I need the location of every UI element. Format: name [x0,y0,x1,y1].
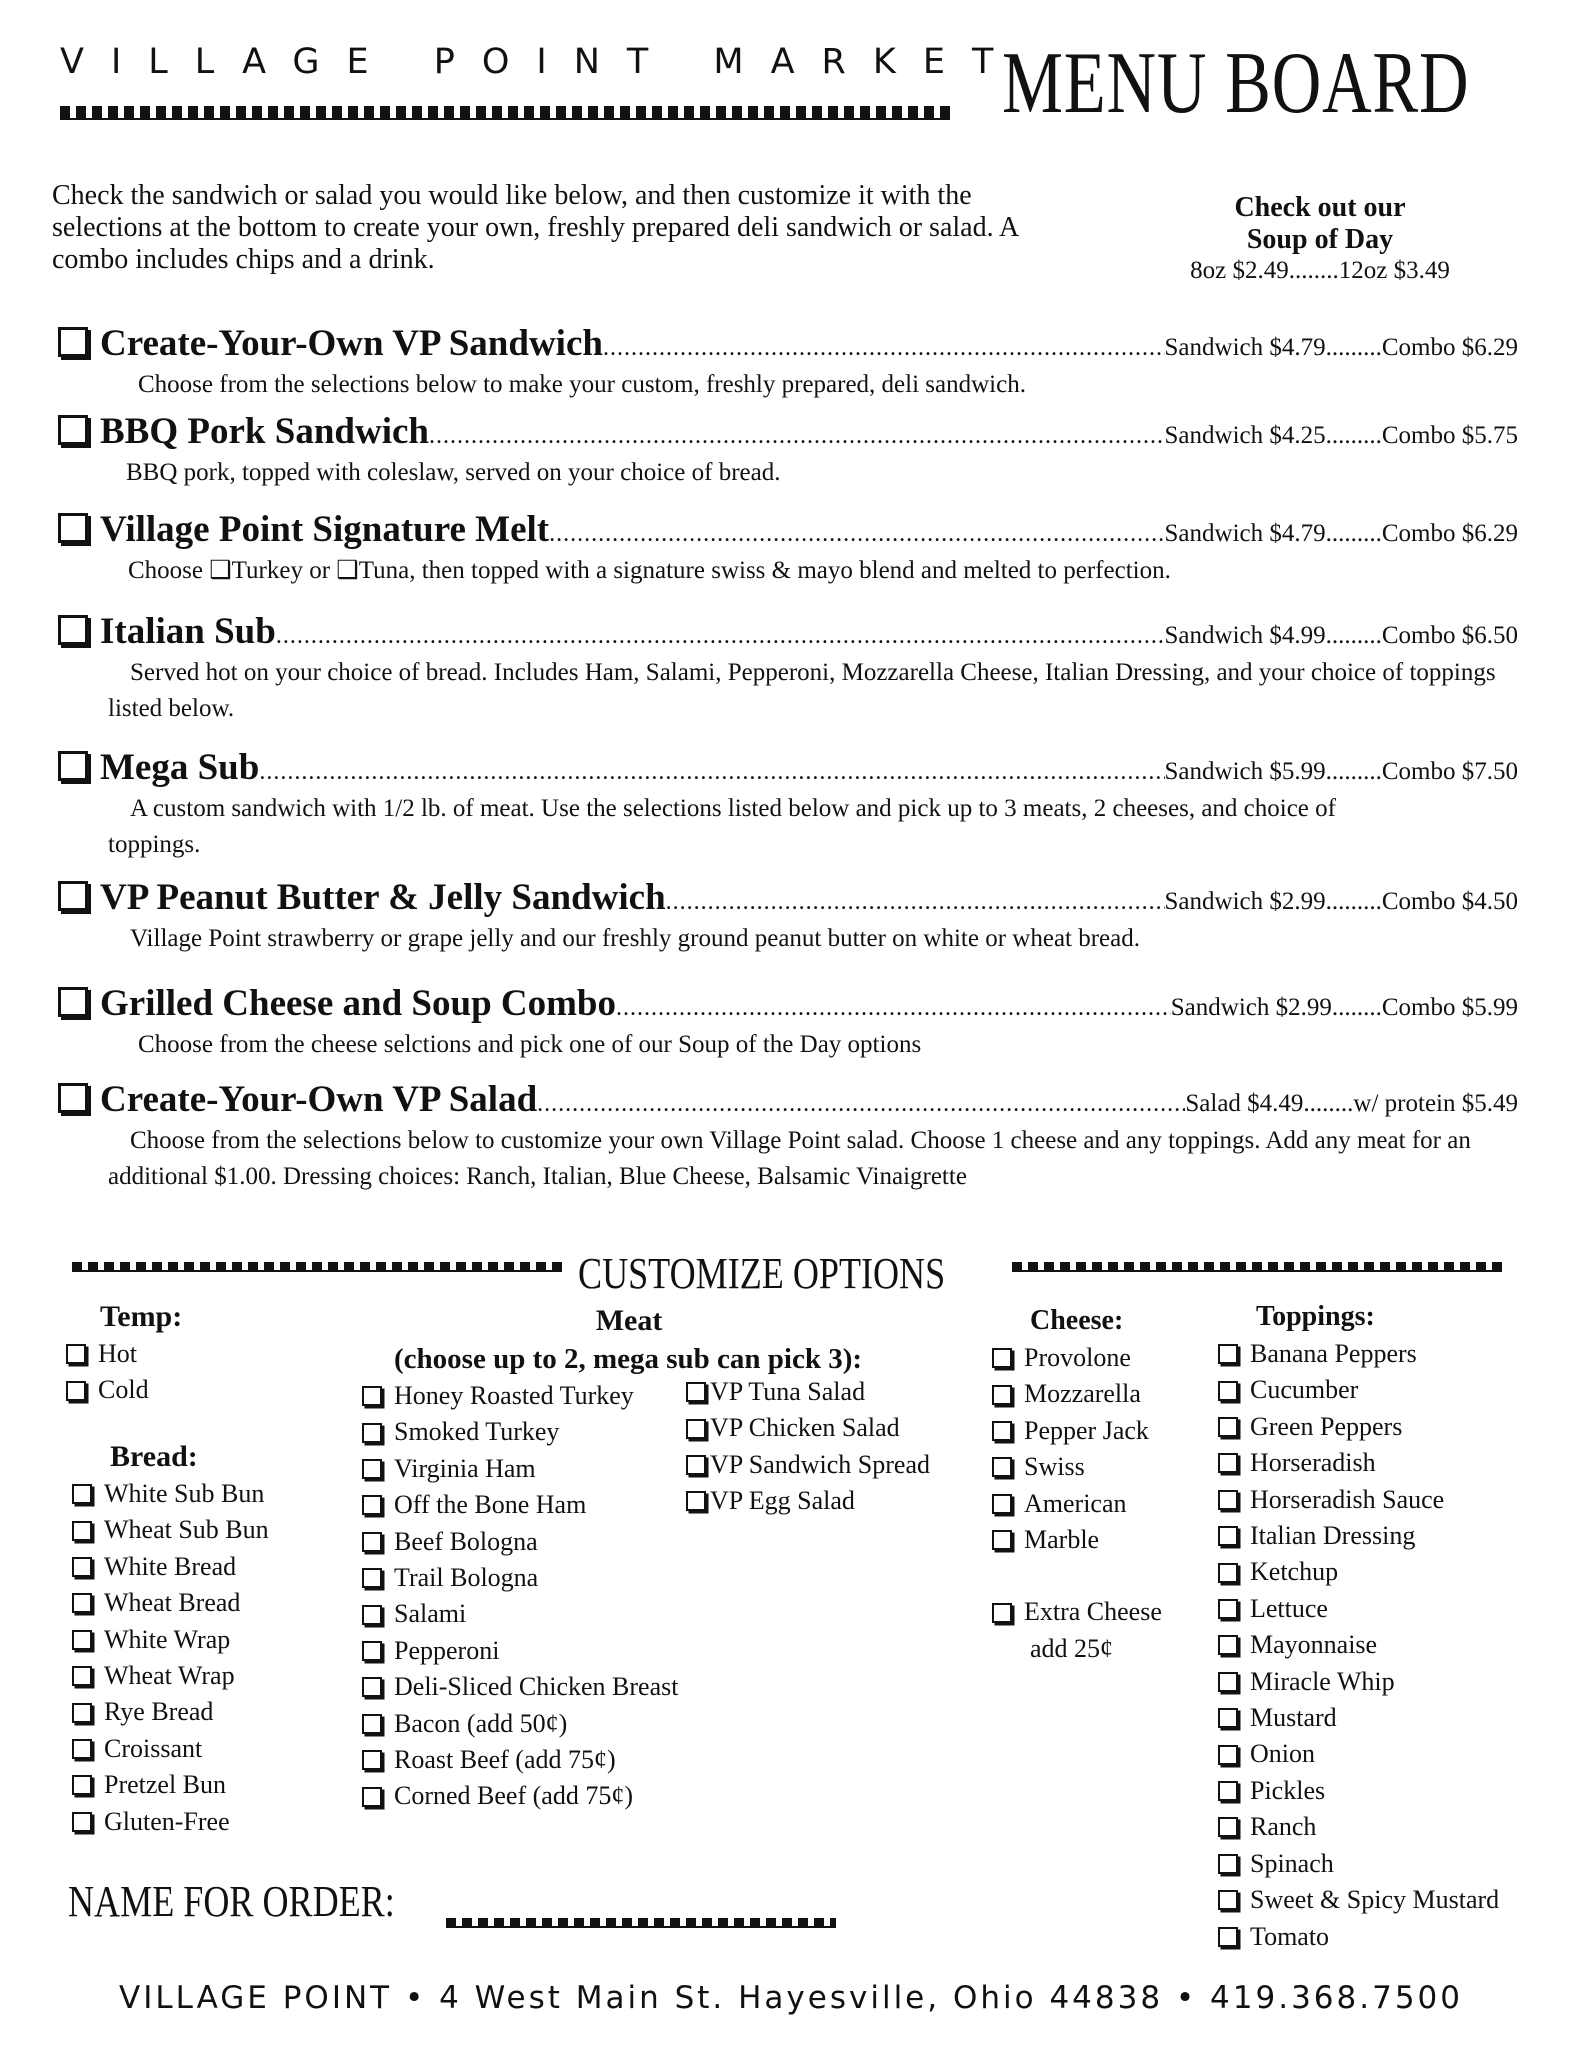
menu-item-price: Sandwich $4.79.........Combo $6.29 [1164,520,1518,547]
checkbox[interactable] [66,1344,86,1364]
checkbox[interactable] [362,1495,382,1515]
brand-name: VILLAGE POINT MARKET [60,42,1021,82]
checkbox[interactable] [1218,1417,1238,1437]
menu-item-desc: A custom sandwich with 1/2 lb. of meat. Use the selections listed below and pick up to 3 meats, 2 cheeses, and choice of toppings. [108,795,1336,858]
option-item[interactable]: VP Chicken Salad [686,1410,930,1446]
menu-item-price: Sandwich $2.99.........Combo $4.50 [1164,888,1518,915]
option-item[interactable]: Cold [66,1372,182,1408]
option-item[interactable]: Beef Bologna [362,1524,678,1560]
checkbox[interactable] [686,1419,706,1439]
soup-callout [1140,192,1500,286]
menu-item-checkbox[interactable] [58,751,88,781]
option-item[interactable]: Tomato [1218,1919,1499,1955]
checkbox[interactable] [362,1423,382,1443]
option-item[interactable]: Wheat Bread [72,1585,269,1621]
menu-item-price: Sandwich $4.79.........Combo $6.29 [1164,334,1518,361]
option-item[interactable]: Mozzarella [992,1376,1162,1412]
menu-item-name: Mega Sub [100,747,260,788]
option-item[interactable]: White Bread [72,1549,269,1585]
checkbox[interactable] [1218,1344,1238,1364]
meat-salad-group [686,1374,930,1520]
menu-item-desc: Choose from the cheese selctions and pick one of our Soup of the Day options [138,1031,922,1058]
menu-item-checkbox[interactable] [58,881,88,911]
option-item[interactable]: Trail Bologna [362,1560,678,1596]
menu-item-name: Create-Your-Own VP Salad [100,1079,538,1120]
checkbox[interactable] [72,1703,92,1723]
menu-item-name: VP Peanut Butter & Jelly Sandwich [100,877,666,918]
checkbox[interactable] [1218,1781,1238,1801]
menu-item-name: Village Point Signature Melt [100,509,550,550]
option-item[interactable]: Rye Bread [72,1694,269,1730]
menu-item-checkbox[interactable] [58,513,88,543]
checkbox[interactable] [362,1459,382,1479]
option-item[interactable]: Wheat Wrap [72,1658,269,1694]
option-item[interactable]: Honey Roasted Turkey [362,1378,678,1414]
checkbox[interactable] [1218,1890,1238,1910]
menu-item-name: Italian Sub [100,611,276,652]
option-item[interactable]: Swiss [992,1449,1162,1485]
menu-item [58,322,1518,403]
checkbox[interactable] [66,1381,86,1401]
menu-item-desc: Choose from the selections below to customize your own Village Point salad. Choose 1 cheese and any toppings. Add any meat for an additional $1.00. Dressing choices: Ranch, Italian, Blue Cheese, Balsamic Vinaigrette [108,1127,1471,1190]
option-item[interactable]: VP Tuna Salad [686,1374,930,1410]
checkbox[interactable] [686,1455,706,1475]
name-for-order-label: NAME FOR ORDER: [68,1877,395,1926]
checkbox[interactable] [1218,1381,1238,1401]
checkbox[interactable] [362,1714,382,1734]
option-item[interactable]: Banana Peppers [1218,1336,1499,1372]
checkbox[interactable] [1218,1708,1238,1728]
checkbox[interactable] [362,1605,382,1625]
checkbox[interactable] [992,1385,1012,1405]
menu-item-desc: BBQ pork, topped with coleslaw, served on your choice of bread. [126,459,781,486]
menu-item-price: Sandwich $5.99.........Combo $7.50 [1164,758,1518,785]
menu-item-checkbox[interactable] [58,987,88,1017]
option-item[interactable]: Pretzel Bun [72,1767,269,1803]
menu-item [58,508,1518,589]
checkbox[interactable] [1218,1635,1238,1655]
option-item[interactable]: Pepper Jack [992,1413,1162,1449]
footer-address: VILLAGE POINT • 4 West Main St. Hayesville, Ohio 44838 • 419.368.7500 [119,1980,1463,2016]
option-item[interactable]: Mayonnaise [1218,1627,1499,1663]
extra-cheese-price: add 25¢ [1030,1633,1114,1663]
menu-item-desc: Choose ❑Turkey or ❑Tuna, then topped with a signature swiss & mayo blend and melted to perfection. [128,557,1171,584]
customize-divider-left [72,1262,562,1272]
menu-item [58,982,1518,1063]
checkbox[interactable] [1218,1745,1238,1765]
option-item[interactable]: Mustard [1218,1700,1499,1736]
checkbox[interactable] [72,1666,92,1686]
menu-item [58,1078,1518,1195]
checkbox[interactable] [72,1812,92,1832]
checkbox[interactable] [362,1641,382,1661]
menu-item-checkbox[interactable] [58,415,88,445]
option-item[interactable]: Lettuce [1218,1591,1499,1627]
option-item[interactable]: Off the Bone Ham [362,1487,678,1523]
option-item[interactable]: Marble [992,1522,1162,1558]
option-item[interactable]: Wheat Sub Bun [72,1512,269,1548]
temp-group [66,1298,182,1409]
checkbox[interactable] [992,1421,1012,1441]
checkbox[interactable] [72,1630,92,1650]
option-item[interactable]: Sweet & Spicy Mustard [1218,1882,1499,1918]
toppings-heading: Toppings: [1256,1301,1375,1332]
menu-item-price: Sandwich $2.99........Combo $5.99 [1170,994,1518,1021]
option-item[interactable]: Green Peppers [1218,1409,1499,1445]
checkbox[interactable] [72,1521,92,1541]
menu-item-desc: Choose from the selections below to make your custom, freshly prepared, deli sandwich. [138,371,1026,398]
menu-item-name: BBQ Pork Sandwich [100,411,429,452]
checkbox[interactable] [1218,1817,1238,1837]
menu-item-name: Create-Your-Own VP Sandwich [100,323,603,364]
customize-divider-right [1012,1262,1502,1272]
checkbox[interactable] [1218,1672,1238,1692]
cheese-heading: Cheese: [1030,1305,1124,1336]
meat-group [362,1378,678,1815]
option-item[interactable]: Italian Dressing [1218,1518,1499,1554]
soup-prices: 8oz $2.49........12oz $3.49 [1190,257,1450,284]
checkbox[interactable] [1218,1490,1238,1510]
menu-item-price: Sandwich $4.25.........Combo $5.75 [1164,422,1518,449]
option-item[interactable]: Horseradish [1218,1445,1499,1481]
cheese-group [992,1302,1162,1667]
checkbox[interactable] [362,1787,382,1807]
menu-item [58,410,1518,491]
menu-item [58,876,1518,957]
option-item[interactable]: Miracle Whip [1218,1664,1499,1700]
option-item[interactable]: Croissant [72,1731,269,1767]
option-item[interactable]: Pickles [1218,1773,1499,1809]
checkbox[interactable] [72,1775,92,1795]
option-item[interactable]: Salami [362,1596,678,1632]
bread-heading: Bread: [110,1440,198,1473]
checkbox[interactable] [362,1532,382,1552]
checkbox[interactable] [992,1530,1012,1550]
checkbox[interactable] [1218,1453,1238,1473]
checkbox[interactable] [362,1750,382,1770]
checkbox[interactable] [362,1568,382,1588]
option-item[interactable]: Ranch [1218,1809,1499,1845]
checkbox[interactable] [1218,1563,1238,1583]
soup-line2: Soup of Day [1246,224,1394,255]
option-item[interactable]: Onion [1218,1736,1499,1772]
option-item[interactable]: Smoked Turkey [362,1414,678,1450]
customize-title: CUSTOMIZE OPTIONS [578,1249,946,1298]
option-item[interactable]: Ketchup [1218,1554,1499,1590]
option-item[interactable]: White Wrap [72,1622,269,1658]
checkbox[interactable] [1218,1526,1238,1546]
checkbox[interactable] [1218,1854,1238,1874]
checkbox[interactable] [992,1494,1012,1514]
option-item[interactable]: Corned Beef (add 75¢) [362,1778,678,1814]
option-item[interactable]: Bacon (add 50¢) [362,1706,678,1742]
checkbox[interactable] [72,1593,92,1613]
option-item[interactable]: Gluten-Free [72,1804,269,1840]
menu-item-price: Sandwich $4.99.........Combo $6.50 [1164,622,1518,649]
checkbox[interactable] [1218,1927,1238,1947]
menu-item-desc: Village Point strawberry or grape jelly and our freshly ground peanut butter on white or wheat bread. [130,925,1140,952]
option-item[interactable]: American [992,1486,1162,1522]
menu-item-price: Salad $4.49........w/ protein $5.49 [1185,1090,1518,1117]
checkbox[interactable] [362,1677,382,1697]
checkbox[interactable] [1218,1599,1238,1619]
menu-item [58,746,1518,863]
option-item[interactable]: Spinach [1218,1846,1499,1882]
soup-line1: Check out our [1234,192,1406,223]
toppings-group [1218,1298,1499,1955]
temp-heading: Temp: [100,1300,183,1333]
checkbox[interactable] [992,1603,1012,1623]
option-item[interactable]: White Sub Bun [72,1476,269,1512]
intro-text: Check the sandwich or salad you would like below, and then customize it with the selections at the bottom to create your own, freshly prepared deli sandwich or salad. A combo includes chips and a drink. [52,180,1018,275]
menu-item-checkbox[interactable] [58,615,88,645]
extra-cheese-option[interactable]: Extra Cheese [992,1594,1162,1630]
option-item[interactable]: Hot [66,1336,182,1372]
checkbox[interactable] [72,1484,92,1504]
option-item[interactable]: Deli-Sliced Chicken Breast [362,1669,678,1705]
bread-group [72,1438,269,1840]
meat-heading: Meat [595,1304,663,1337]
option-item[interactable]: VP Egg Salad [686,1483,930,1519]
option-item[interactable]: Virginia Ham [362,1451,678,1487]
menu-item-checkbox[interactable] [58,1083,88,1113]
option-item[interactable]: Pepperoni [362,1633,678,1669]
header-divider [60,106,950,120]
checkbox[interactable] [686,1491,706,1511]
meat-subheading: (choose up to 2, mega sub can pick 3): [394,1343,863,1375]
checkbox[interactable] [992,1348,1012,1368]
menu-item-name: Grilled Cheese and Soup Combo [100,983,617,1024]
checkbox[interactable] [362,1386,382,1406]
name-for-order-field[interactable] [446,1918,836,1928]
menu-item-desc: Served hot on your choice of bread. Includes Ham, Salami, Pepperoni, Mozzarella Cheese, Italian Dressing, and your choice of toppings listed below. [108,659,1496,722]
option-item[interactable]: Roast Beef (add 75¢) [362,1742,678,1778]
page-title: MENU BOARD [1002,35,1470,132]
checkbox[interactable] [686,1382,706,1402]
checkbox[interactable] [72,1557,92,1577]
option-item[interactable]: Cucumber [1218,1372,1499,1408]
menu-item [58,610,1518,727]
menu-item-checkbox[interactable] [58,327,88,357]
checkbox[interactable] [992,1457,1012,1477]
checkbox[interactable] [72,1739,92,1759]
option-item[interactable]: VP Sandwich Spread [686,1447,930,1483]
option-item[interactable]: Provolone [992,1340,1162,1376]
option-item[interactable]: Horseradish Sauce [1218,1482,1499,1518]
